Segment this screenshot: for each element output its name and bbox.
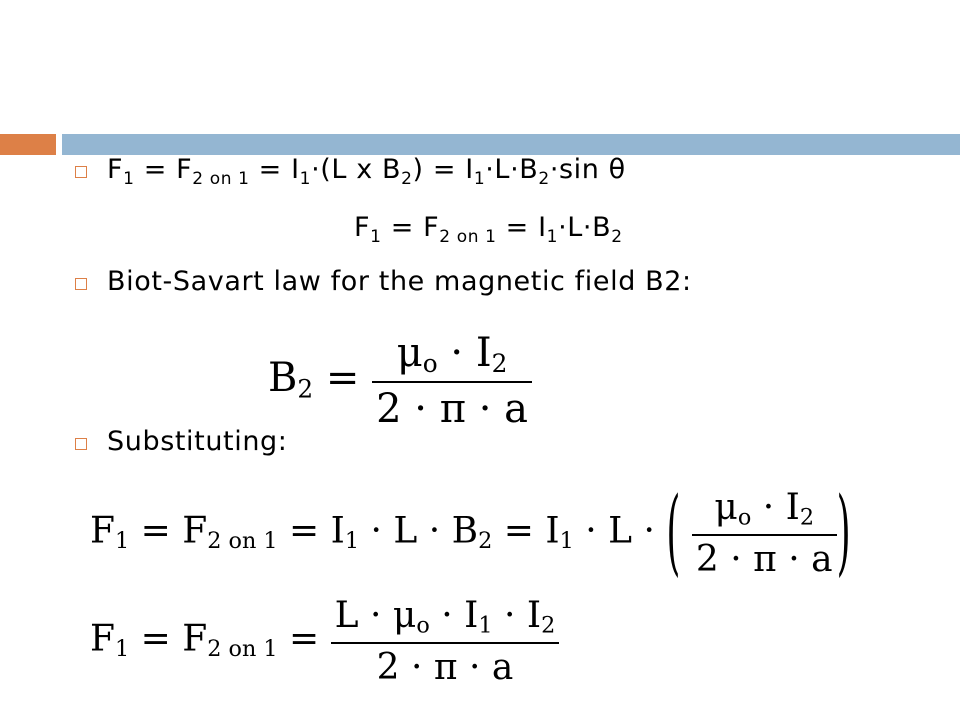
force-simplified-line: $F_1 = F_{2 on 1} = I_1\cdot L\cdot B_2$ <box>354 212 623 247</box>
substituted-fraction: $\frac{\mu_o \cdot I_2}{2 \cdot \pi \cdot a}$ <box>692 487 837 580</box>
bullet-row-force-equation <box>75 154 626 189</box>
substituting-text: Substituting: <box>107 426 288 457</box>
force-equation-line: $F_1 = F_{2 on 1} = I_1\cdot(L$ x $B_2) = I_1\cdot L\cdot B_2\cdot\sin$ θ <box>107 154 626 189</box>
formula-substituted: $F_1 = F_{2 on 1} = I_1 \cdot L \cdot B_2 = I_1 \cdot L$ · ( $\frac{\mu_o \cdot I_2}{2 \cdot \pi \cdot a}$ ) <box>90 479 851 587</box>
bullet-row-substituting <box>75 426 287 457</box>
b2-fraction: $\frac{\mu_o \cdot I_2}{2 \cdot \pi \cdot a}$ <box>372 330 532 432</box>
formula-final: $F_1 = F_{2 on 1}$ = $\frac{L \cdot \mu_o \cdot I_1 \cdot I_2}{2 \cdot \pi \cdot a}$ <box>90 595 559 688</box>
formula-b2: $B_2$ = $\frac{\mu_o \cdot I_2}{2 \cdot \pi \cdot a}$ <box>268 330 532 432</box>
square-bullet-icon <box>75 438 87 450</box>
final-fraction: $\frac{L \cdot \mu_o \cdot I_1 \cdot I_2}{2 \cdot \pi \cdot a}$ <box>331 595 560 688</box>
bullet-row-biot-savart <box>75 266 692 297</box>
accent-bar-blue <box>62 134 960 155</box>
accent-bar-orange <box>0 134 56 155</box>
biot-savart-text: Biot-Savart law for the magnetic field B2: <box>107 266 692 297</box>
square-bullet-icon <box>75 166 87 178</box>
square-bullet-icon <box>75 278 87 290</box>
